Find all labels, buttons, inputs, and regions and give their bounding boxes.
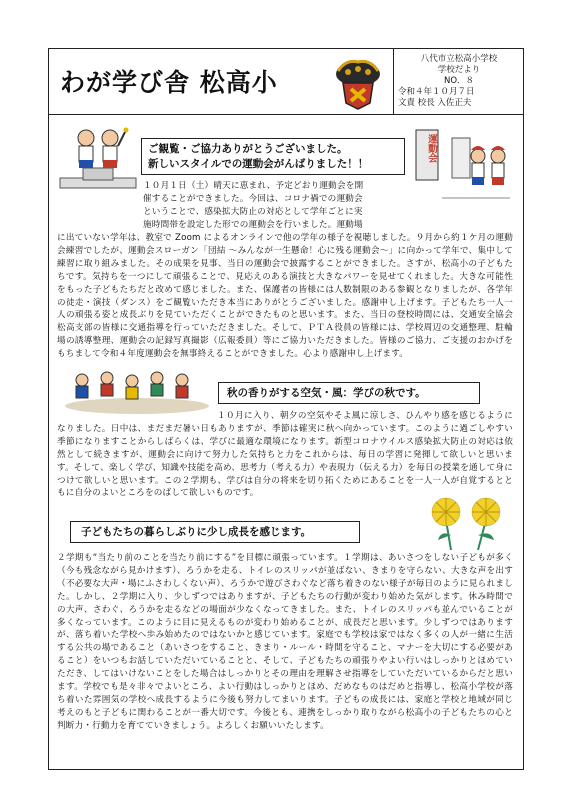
section1-intro-line2: 催することができました。今回は、コロナ禍での運動会	[143, 193, 363, 204]
section1-heading	[141, 138, 405, 175]
newsletter-label: 学校だより	[437, 65, 481, 75]
section1-heading-line2: 新しいスタイルでの運動会がんばりました！！	[148, 158, 369, 170]
issue-info-box	[393, 48, 524, 115]
section1-heading-line1: ご観覧・ご協力ありがとうございました。	[148, 143, 348, 155]
chrysanthemum-illustration	[416, 490, 516, 550]
section1-body: に出ていない学年は、教室で Zoom によるオンラインで他の学年の様子を視聴しました。９月から約１ケ月の運動会練習でしたが、運動会スローガン「団結 ～みんなが一生懸命！心に残る運動会～」に向かって学年で、集中して練習に取り組みました。その成果を見事、当日の運動会で披露することができました。さすが、松高小の子どもたちです。気持ちを一つにして頑張ることで、見応えのある演技と大きなパワーを見せてくれました。大きな可能性をもった子どもたちだと改めて感じました。また、保護者の皆様には人数制限のある参観となりましたが、各学年の徒走・演技（ダンス）をご観覧いただき本当にありがとうございました。感謝申し上げます。子どもたち一人一人の頑張る姿と成長ぶりを見ていただくことができたものと思います。また、当日の登校時間には、交通安全協会松高支部の皆様に交通指導を行っていただきました。そして、ＰＴＡ役員の皆様には、学校周辺の交通整理、駐輪場の誘導整理、運動会の記録写真撮影（広報委員）等にご協力いただきました。皆様のご協力、ご支援のおかげをもちまして令和４年度運動会を無事終えることができました。心より感謝申し上げます。	[57, 233, 513, 360]
page-title: わが学び舎 松高小	[60, 68, 278, 97]
issue-date: 令和４年１０月７日	[398, 87, 475, 97]
section2-heading: 秋の香りがする空気・風：学びの秋です。	[218, 382, 480, 404]
section1-intro-line4: 施時間帯を設定した形での運動会を行いました。運動場	[143, 219, 363, 230]
section1-intro	[143, 180, 409, 232]
section3-body: ２学期も“当たり前のことを当たり前にする”を目標に頑張っています。１学期は、あいさつをしない子どもが多く（今も残念ながら見かけます）、ろうかを走る、トイレのスリッパが並ばない、きまりを守らない、大きな声を出す（不必要な大声・場にふさわしくない声）、ろうかで遊びさわぐなど落ち着きのない様子が毎日のように見られました。しかし、２学期に入り、少しずつではありますが、子どもたちの行動が変わり始めた気がします。休み時間での大声、さわぐ、ろうかを走るなどの場面が少なくなってきました。また、トイレのスリッパも並んでいることが多くなっています。このように目に見えるものが変わり始めることが、成長だと思います。少しずつではありますが、落ち着いた学校へ歩み始めたのではないかと感じています。家庭でも学校は家ではなく多くの人が一緒に生活する公共の場であること（あいさつをすること、きまり・ルール・時間を守ること、マナーを大切にする必要があること）をいつもお話していただいていることと、そして、子どもたちの頑張りやよい行いはしっかりとほめていただき、してはいけないことをした場合はしっかりとその理由を理解させ指導をしていただいているからだと思います。学校でも是々非々でよいところ、よい行動はしっかりとほめ、だめなものはだめと指導し、松高小学校が落ち着いた雰囲気の学校へ成長するように今後も努力してまいります。子どもの成長には、家庭と学校と地域が同じ考えのもと子どもに関わることが一番大切です。今後とも、連携をしっかり取りながら松高小の子どもたちの心と判断力・行動力を育てていきましょう。よろしくお願いいたします。	[57, 553, 513, 731]
issue-author: 文責 校長 入佐正夫	[398, 98, 472, 108]
running-children-illustration	[62, 368, 212, 416]
section1-intro-line3: ということで、感染拡大防止の対応として学年ごとに実	[143, 206, 363, 217]
school-emblem-icon	[328, 53, 388, 111]
issue-number: NO．８	[443, 76, 475, 86]
relay-runners-illustration	[58, 124, 138, 192]
school-name: 八代市立松高小学校	[420, 54, 498, 64]
section2-body: １０月に入り、朝夕の空気やそよ風に涼しさ、ひんやり感を感じるようになりました。日中は、まだまだ暑い日もありますが、季節は確実に秋へ向かっています。このように過ごしやすい季節になりますことからしばらくは、学びに最適な環境になります。新型コロナウイルス感染拡大防止の対応は依然として続きますが、運動会に向けて努力した気持ちと力をこれからは、毎日の学習に発揮して欲しいと思います。そして、楽しく学び、知識や技能を高め、思考力（考える力）や表現力（伝える力）を毎日の授業を通して身につけて欲しいと思います。この２学期も、学びは自分の将来を切り拓くためにあることを一人一人が自覚するとともに自分のよいところをのばして欲しいものです。	[57, 411, 513, 499]
section3-heading: 子どもたちの暮らしぶりに少し成長を感じます。	[70, 521, 360, 543]
section1-intro-line1: １０月１日（土）晴天に恵まれ、予定どおり運動会を開	[143, 181, 364, 191]
undokai-banner: 運動会	[426, 134, 437, 163]
